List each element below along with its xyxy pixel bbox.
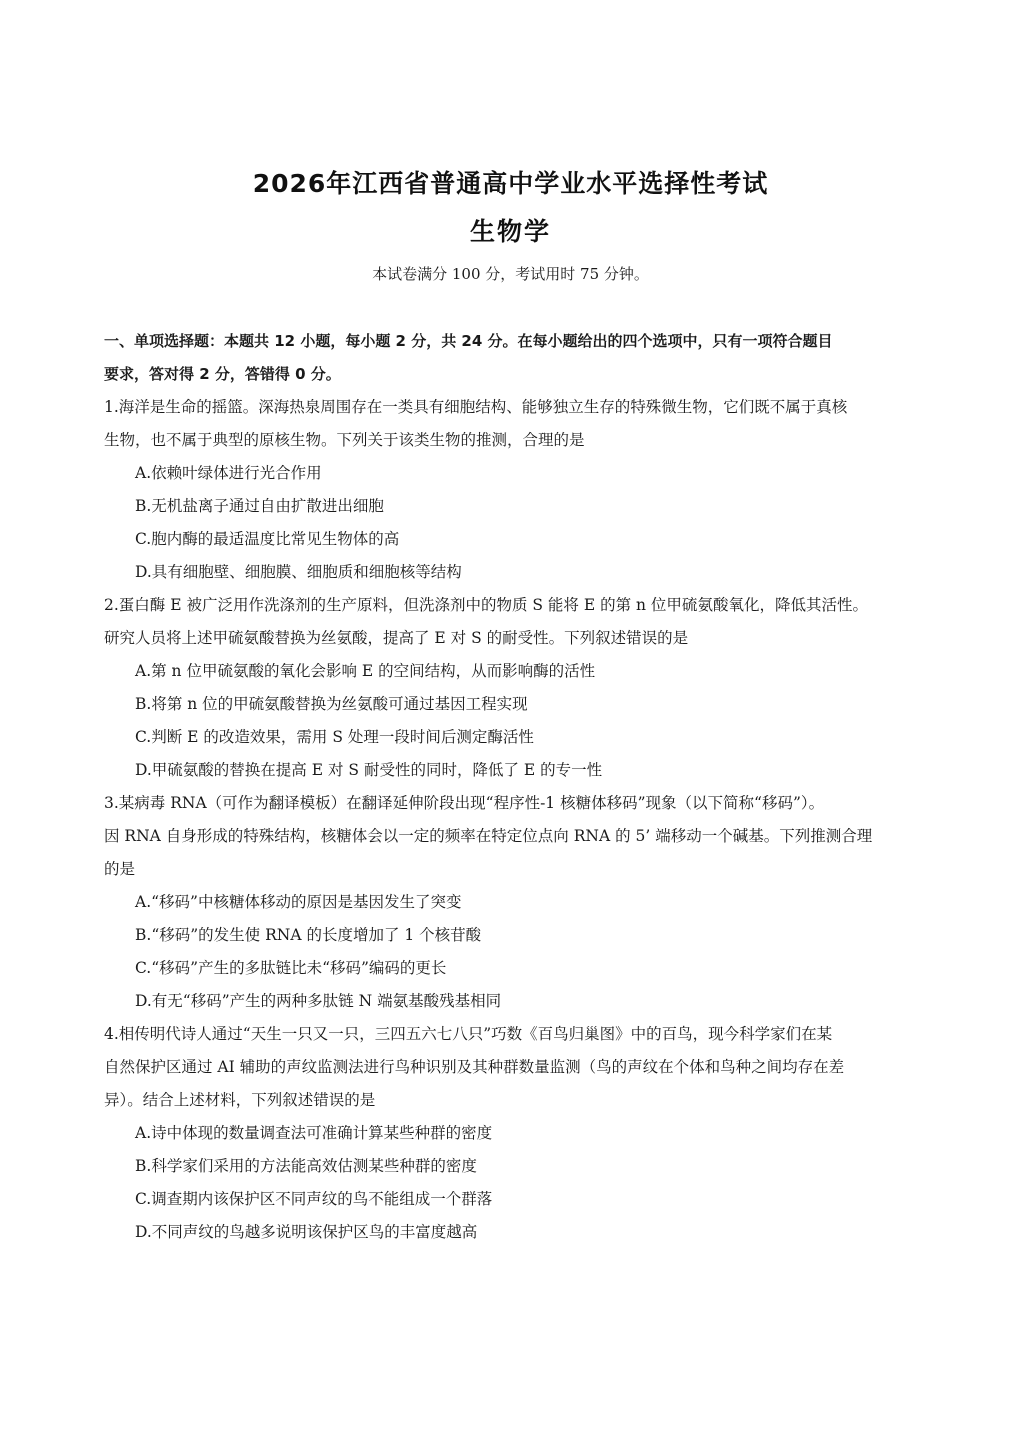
question-4-option-b: B.科学家们采用的方法能高效估测某些种群的密度 <box>135 1157 477 1175</box>
question-2-option-d: D.甲硫氨酸的替换在提高 E 对 S 耐受性的同时，降低了 E 的专一性 <box>135 761 603 779</box>
question-2-option-b: B.将第 n 位的甲硫氨酸替换为丝氨酸可通过基因工程实现 <box>135 695 528 713</box>
question-4-stem-line-2: 自然保护区通过 AI 辅助的声纹监测法进行鸟种识别及其种群数量监测（鸟的声纹在个体和鸟种之间均存在差 <box>104 1058 845 1076</box>
question-2-option-a: A.第 n 位甲硫氨酸的氧化会影响 E 的空间结构，从而影响酶的活性 <box>135 662 596 680</box>
question-4-stem-line-1: 4.相传明代诗人通过“天生一只又一只，三四五六七八只”巧数《百鸟归巢图》中的百鸟，现今科学家们在某 <box>104 1025 833 1043</box>
question-4-option-c: C.调查期内该保护区不同声纹的鸟不能组成一个群落 <box>135 1190 493 1208</box>
question-3-option-c: C.“移码”产生的多肽链比未“移码”编码的更长 <box>135 959 447 977</box>
question-3-option-d: D.有无“移码”产生的两种多肽链 N 端氨基酸残基相同 <box>135 992 502 1010</box>
question-3-stem-line-3: 的是 <box>104 860 136 878</box>
question-2-stem-line-2: 研究人员将上述甲硫氨酸替换为丝氨酸，提高了 E 对 S 的耐受性。下列叙述错误的是 <box>104 629 689 647</box>
question-2-option-c: C.判断 E 的改造效果，需用 S 处理一段时间后测定酶活性 <box>135 728 534 746</box>
question-1-option-b: B.无机盐离子通过自由扩散进出细胞 <box>135 497 384 515</box>
subject-title: 生物学 <box>469 217 551 246</box>
question-4-stem-line-3: 异）。结合上述材料，下列叙述错误的是 <box>104 1091 376 1109</box>
question-1-option-d: D.具有细胞壁、细胞膜、细胞质和细胞核等结构 <box>135 563 462 581</box>
question-3-option-a: A.“移码”中核糖体移动的原因是基因发生了突变 <box>135 893 462 911</box>
question-1-option-c: C.胞内酶的最适温度比常见生物体的高 <box>135 530 400 548</box>
exam-note: 本试卷满分 100 分，考试用时 75 分钟。 <box>372 265 649 283</box>
question-1-stem-line-2: 生物，也不属于典型的原核生物。下列关于该类生物的推测，合理的是 <box>104 431 585 449</box>
question-3-stem-line-1: 3.某病毒 RNA（可作为翻译模板）在翻译延伸阶段出现“程序性-1 核糖体移码”现象（以下简称“移码”）。 <box>104 794 825 812</box>
question-4-option-d: D.不同声纹的鸟越多说明该保护区鸟的丰富度越高 <box>135 1223 478 1241</box>
question-3-stem-line-2: 因 RNA 自身形成的特殊结构，核糖体会以一定的频率在特定位点向 RNA 的 5’ 端移动一个碱基。下列推测合理 <box>104 827 873 845</box>
question-2-stem-line-1: 2.蛋白酶 E 被广泛用作洗涤剂的生产原料，但洗涤剂中的物质 S 能将 E 的第 n 位甲硫氨酸氧化，降低其活性。 <box>104 596 868 614</box>
section-heading-line-1: 一、单项选择题：本题共 12 小题，每小题 2 分，共 24 分。在每小题给出的四个选项中，只有一项符合题目 <box>104 332 833 350</box>
question-3-option-b: B.“移码”的发生使 RNA 的长度增加了 1 个核苷酸 <box>135 926 482 944</box>
question-1-stem-line-1: 1.海洋是生命的摇篮。深海热泉周围存在一类具有细胞结构、能够独立生存的特殊微生物，它们既不属于真核 <box>104 398 848 416</box>
question-4-option-a: A.诗中体现的数量调查法可准确计算某些种群的密度 <box>135 1124 493 1142</box>
exam-title: 2026年江西省普通高中学业水平选择性考试 <box>252 169 769 198</box>
section-heading-line-2: 要求，答对得 2 分，答错得 0 分。 <box>104 365 341 383</box>
question-1-option-a: A.依赖叶绿体进行光合作用 <box>135 464 322 482</box>
